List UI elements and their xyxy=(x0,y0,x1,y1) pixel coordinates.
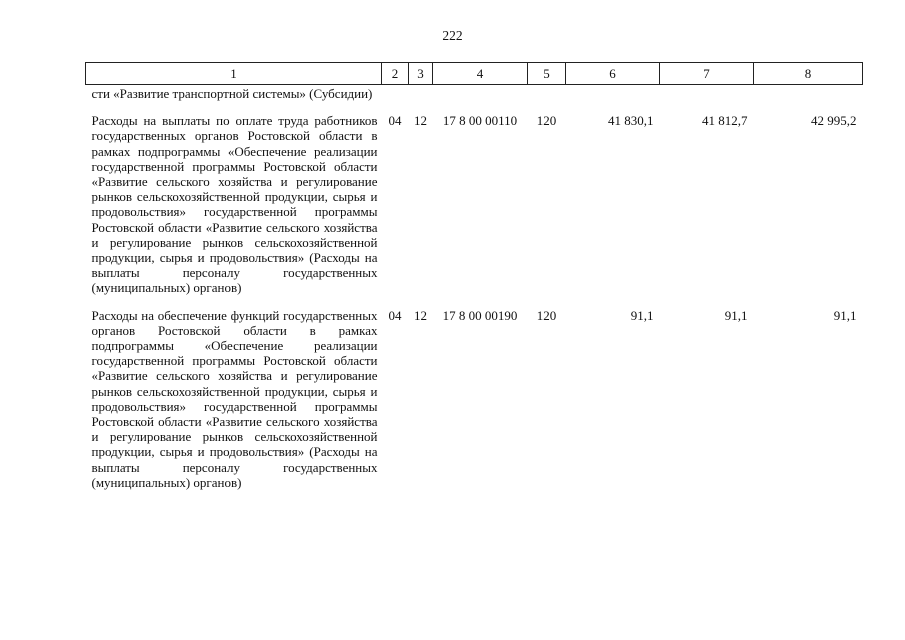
row-section xyxy=(382,85,409,110)
row-amount-col8: 42 995,2 xyxy=(811,113,857,129)
column-header-5: 5 xyxy=(528,63,566,85)
table-row xyxy=(86,304,863,498)
column-header-1: 1 xyxy=(86,63,382,85)
table-row xyxy=(86,109,863,303)
row-amount-col7: 91,1 xyxy=(724,307,748,323)
row-expense-type: 120 xyxy=(536,307,557,323)
page-number: 222 xyxy=(442,28,463,43)
row-subsection xyxy=(409,85,433,110)
row-description: Расходы на выплаты по оплате труда работников государственных органов Ростовской области в рамках подпрограммы «Обеспечение реализации государственной программы Ростовской области «Развитие сельского хозяйства и регулирование рынков сельскохозяйственной продукции, сырья и продовольствия» государственной программы Ростовской области «Развитие сельского хозяйства и регулирование рынков сельскохозяйственной продукции, сырья и продовольствия» (Расходы на выплаты персоналу государственных (муниципальных) органов) xyxy=(91,113,378,296)
row-amount-col8 xyxy=(754,85,863,110)
row-subsection: 12 xyxy=(414,307,427,323)
column-header-2: 2 xyxy=(382,63,409,85)
row-target-code: 17 8 00 00110 xyxy=(442,113,518,129)
row-amount-col6: 91,1 xyxy=(630,307,654,323)
row-amount-col8: 91,1 xyxy=(833,307,857,323)
row-target-code xyxy=(433,85,528,110)
row-target-code: 17 8 00 00190 xyxy=(442,307,518,323)
row-amount-col7 xyxy=(660,85,754,110)
row-amount-col7: 41 812,7 xyxy=(702,113,748,129)
row-section: 04 xyxy=(388,113,402,129)
row-description: Расходы на обеспечение функций государственных органов Ростовской области в рамках подпрограммы «Обеспечение реализации государственной программы Ростовской области «Развитие сельского хозяйства и регулирование рынков сельскохозяйственной продукции, сырья и продовольствия» государственной программы Ростовской области «Развитие сельского хозяйства и регулирование рынков сельскохозяйственной продукции, сырья и продовольствия» (Расходы на выплаты персоналу государственных (муниципальных) органов) xyxy=(91,307,378,490)
column-header-6: 6 xyxy=(566,63,660,85)
column-header-7: 7 xyxy=(660,63,754,85)
row-section: 04 xyxy=(388,307,402,323)
header-row xyxy=(86,63,863,85)
row-expense-type xyxy=(528,85,566,110)
column-header-8: 8 xyxy=(754,63,863,85)
row-expense-type: 120 xyxy=(536,113,557,129)
column-header-3: 3 xyxy=(409,63,433,85)
row-amount-col6 xyxy=(566,85,660,110)
row-amount-col6: 41 830,1 xyxy=(608,113,654,129)
row-subsection: 12 xyxy=(414,113,427,129)
row-description: сти «Развитие транспортной системы» (Субсидии) xyxy=(91,86,373,101)
column-header-4: 4 xyxy=(433,63,528,85)
table-row xyxy=(86,85,863,110)
budget-table xyxy=(85,62,863,498)
